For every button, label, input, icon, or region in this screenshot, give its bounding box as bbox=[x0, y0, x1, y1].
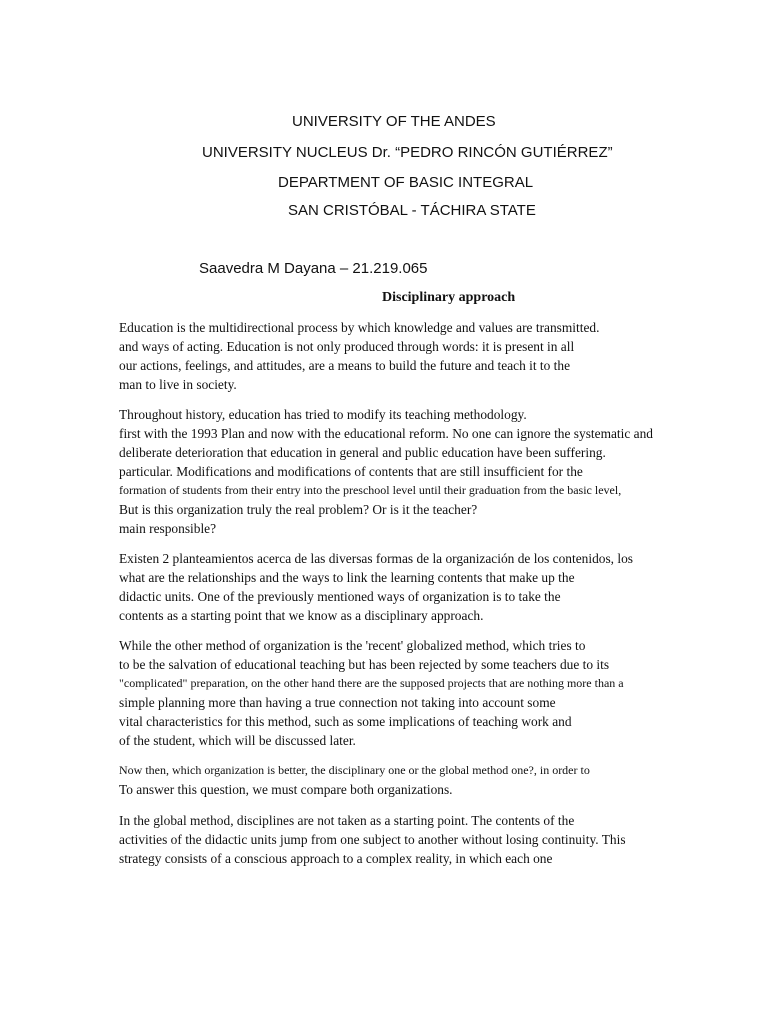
paragraph-line: what are the relationships and the ways to link the learning contents that make up the bbox=[119, 570, 575, 585]
paragraph-line: In the global method, disciplines are not taken as a starting point. The contents of the bbox=[119, 813, 575, 828]
paragraph-line: "complicated" preparation, on the other hand there are the supposed projects that are nothing more than a bbox=[119, 676, 624, 690]
paragraph-line: Education is the multidirectional process by which knowledge and values are transmitted. bbox=[119, 320, 600, 335]
paragraph-2 bbox=[119, 405, 653, 538]
paragraph-4 bbox=[119, 636, 624, 750]
paragraph-line: to be the salvation of educational teaching but has been rejected by some teachers due to its bbox=[119, 657, 610, 672]
university-name: UNIVERSITY OF THE ANDES bbox=[292, 113, 496, 130]
paragraph-line: activities of the didactic units jump from one subject to another without losing continuity. This bbox=[119, 832, 626, 847]
department-name: DEPARTMENT OF BASIC INTEGRAL bbox=[278, 174, 534, 191]
paragraph-line: man to live in society. bbox=[119, 377, 237, 392]
paragraph-line: our actions, feelings, and attitudes, are a means to build the future and teach it to the bbox=[119, 358, 571, 373]
document-title: Disciplinary approach bbox=[382, 290, 516, 305]
paragraph-1 bbox=[119, 318, 599, 394]
paragraph-6 bbox=[119, 811, 626, 868]
paragraph-5 bbox=[119, 761, 590, 799]
paragraph-line: of the student, which will be discussed later. bbox=[119, 733, 356, 748]
paragraph-line: first with the 1993 Plan and now with the educational reform. No one can ignore the systematic and bbox=[119, 426, 653, 441]
paragraph-line: deliberate deterioration that education in general and public education have been suffering. bbox=[119, 445, 606, 460]
location: SAN CRISTÓBAL - TÁCHIRA STATE bbox=[288, 202, 536, 219]
paragraph-line: and ways of acting. Education is not only produced through words: it is present in all bbox=[119, 339, 575, 354]
paragraph-line: main responsible? bbox=[119, 521, 217, 536]
paragraph-line: simple planning more than having a true connection not taking into account some bbox=[119, 695, 556, 710]
paragraph-line: To answer this question, we must compare both organizations. bbox=[119, 782, 453, 797]
paragraph-3 bbox=[119, 549, 633, 625]
paragraph-line: strategy consists of a conscious approach to a complex reality, in which each one bbox=[119, 851, 553, 866]
paragraph-line: particular. Modifications and modifications of contents that are still insufficient for the bbox=[119, 464, 583, 479]
paragraph-line: Throughout history, education has tried to modify its teaching methodology. bbox=[119, 407, 527, 422]
paragraph-line: Existen 2 planteamientos acerca de las diversas formas de la organización de los contenidos, los bbox=[119, 551, 634, 566]
author-line: Saavedra M Dayana – 21.219.065 bbox=[199, 260, 428, 277]
paragraph-line: Now then, which organization is better, the disciplinary one or the global method one?, in order to bbox=[119, 763, 590, 777]
paragraph-line: But is this organization truly the real problem? Or is it the teacher? bbox=[119, 502, 478, 517]
paragraph-line: formation of students from their entry into the preschool level until their graduation from the basic level, bbox=[119, 483, 622, 497]
paragraph-line: While the other method of organization is the 'recent' globalized method, which tries to bbox=[119, 638, 586, 653]
paragraph-line: vital characteristics for this method, such as some implications of teaching work and bbox=[119, 714, 572, 729]
university-nucleus: UNIVERSITY NUCLEUS Dr. “PEDRO RINCÓN GUTIÉRREZ” bbox=[202, 144, 613, 161]
paragraph-line: contents as a starting point that we know as a disciplinary approach. bbox=[119, 608, 484, 623]
paragraph-line: didactic units. One of the previously mentioned ways of organization is to take the bbox=[119, 589, 561, 604]
